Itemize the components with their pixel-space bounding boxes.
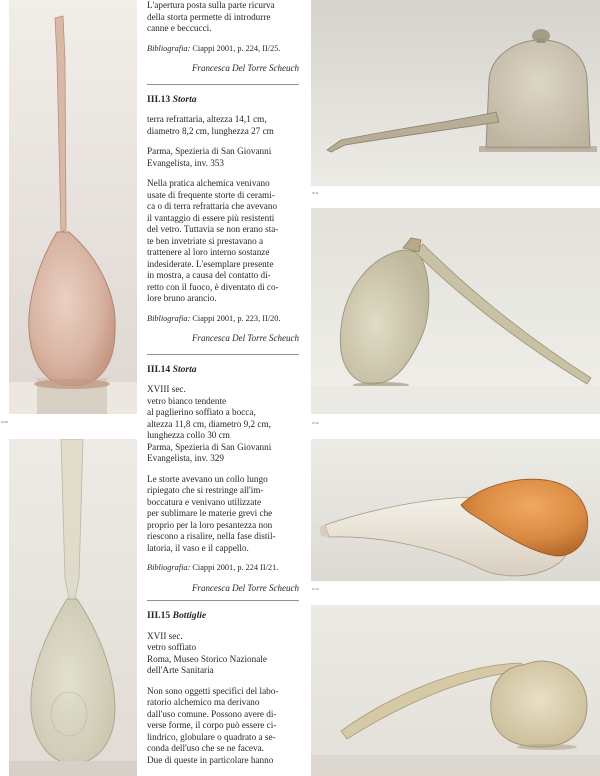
entry-author: Francesca Del Torre Scheuch xyxy=(191,582,299,593)
entry-title: Storta xyxy=(172,93,197,105)
entry-number: III.15 xyxy=(147,610,171,621)
entry-location: Roma, Museo Storico Nazionale dell'Arte Sanitaria xyxy=(147,653,267,675)
entry-description: Non sono oggetti specifici del labo- ratorio alchemico ma derivano dall'uso comune. Possono avere di- verse forme, il corpo può essere ci- lindrico, globulare o quadrato a se- conda dell'uso che se ne faceva. Due di queste in particolare hanno xyxy=(147,685,279,765)
entry-specs: XVII sec. vetro soffiato xyxy=(147,630,197,652)
entry-location: Parma, Spezieria di San Giovanni Evangelista, inv. 353 xyxy=(147,146,272,168)
tall-pale-bottle-illustration xyxy=(9,439,137,776)
catalogue-text-column xyxy=(147,0,299,776)
entry-biblio-text: Ciappi 2001, p. 223, II/20. xyxy=(190,313,281,323)
entry-author: Francesca Del Torre Scheuch xyxy=(191,333,299,343)
entry-description: Le storte avevano un collo lungo ripiegato che si restringe all'im- boccatura e venivano utilizzate per sublimare le materie grevi che proprio per la loro pesantezza non riescono a risalire, nella fase distil- latoria, il vaso e il cappello. xyxy=(147,473,276,553)
pale-retort-illustration xyxy=(311,208,600,414)
photo-tall-pale-bottle xyxy=(9,439,137,776)
entry-bibliography xyxy=(147,314,299,325)
tall-rose-flask-illustration xyxy=(9,0,137,414)
photo-label-right-1: III.11 xyxy=(312,191,319,195)
intro-biblio-text: Ciappi 2001, p. 224, II/25. xyxy=(190,43,281,53)
entry-number: III.14 xyxy=(147,363,171,375)
intro-bibliography xyxy=(147,44,299,55)
photo-label-left-top: III.09 xyxy=(1,420,8,424)
pale-retort-bottom-illustration xyxy=(311,605,600,776)
intro-biblio-label: Bibliografia: xyxy=(147,43,191,53)
photo-pale-retort xyxy=(311,208,600,414)
entry-title: Storta xyxy=(172,363,197,375)
entry-bibliography xyxy=(147,563,299,574)
photo-alembic-head xyxy=(311,0,600,186)
entry-title: Bottiglie xyxy=(172,610,207,621)
entry-biblio-label: Bibliografia: xyxy=(147,563,191,572)
alembic-head-illustration xyxy=(311,0,600,186)
photo-pale-retort-bottom xyxy=(311,605,600,776)
intro-paragraph: L'apertura posta sulla parte ricurva della storta permette di introdurre canne e beccucci. xyxy=(147,0,275,33)
photo-label-right-3: III.13 xyxy=(312,587,319,591)
entry-biblio-text: Ciappi 2001, p. 224 II/21. xyxy=(190,563,279,572)
photo-tall-rose-flask xyxy=(9,0,137,414)
entry-heading-iii13 xyxy=(147,94,299,106)
intro-author: Francesca Del Torre Scheuch xyxy=(191,63,299,73)
entry-biblio-label: Bibliografia: xyxy=(147,313,191,323)
entry-specs: terra refrattaria, altezza 14,1 cm, diametro 8,2 cm, lunghezza 27 cm xyxy=(147,114,274,136)
entry-specs: XVIII sec. vetro bianco tendente al paglierino soffiato a bocca, altezza 11,8 cm, diametro 9,2 cm, lunghezza collo 30 cm xyxy=(147,384,271,440)
entry-heading-iii15 xyxy=(147,610,299,622)
entry-location: Parma, Spezieria di San Giovanni Evangelista, inv. 329 xyxy=(147,441,272,463)
orange-retort-illustration xyxy=(311,439,600,581)
entry-description: Nella pratica alchemica venivano usate di frequente storte di cerami- ca o di terra refrattaria che avevano il vantaggio di essere più resistenti del vetro. Tuttavia se non erano sta- te ben invetriate si prestavano a trattenere al loro interno sostanze indesiderate. L'esemplare presente in mostra, a causa del contatto di- retto con il fuoco, è diventato di co- lore bruno arancio. xyxy=(147,178,279,303)
photo-label-right-2: III.12 xyxy=(312,421,319,425)
entry-number: III.13 xyxy=(147,93,171,105)
photo-orange-retort xyxy=(311,439,600,581)
entry-heading-iii14 xyxy=(147,364,299,376)
